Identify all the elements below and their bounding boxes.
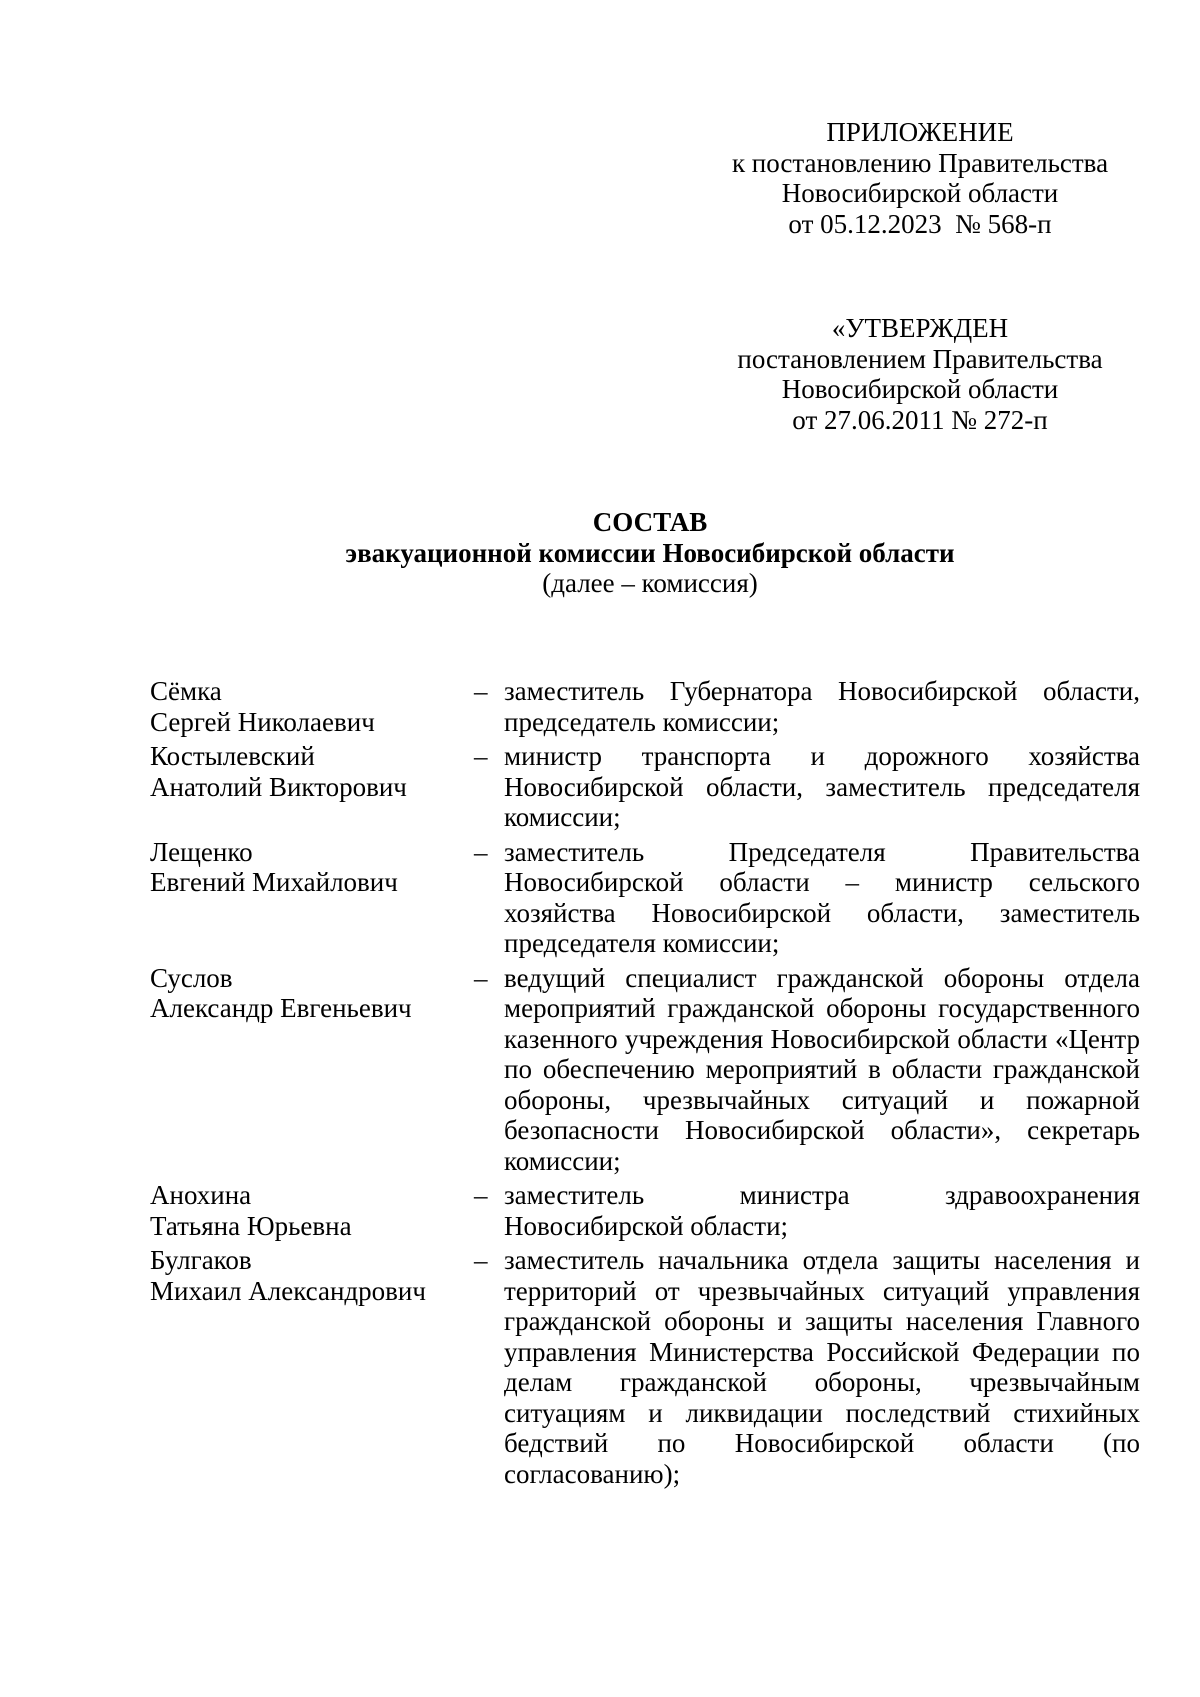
member-surname: Булгаков <box>150 1245 252 1275</box>
approved-line-3: от 27.06.2011 № 272-п <box>792 404 1048 435</box>
approved-title: «УТВЕРЖДЕН <box>831 313 1009 343</box>
member-position: заместитель Губернатора Новосибирской области, председатель комиссии; <box>504 676 1140 737</box>
member-position: ведущий специалист гражданской обороны отдела мероприятий гражданской обороны государственного казенного учреждения Новосибирской области «Центр по обеспечению мероприятий в области гражданской обороны, чрезвычайных ситуаций и пожарной безопасности Новосибирской области», секретарь комиссии; <box>504 962 1140 1176</box>
appendix-line-1: к постановлению Правительства <box>731 147 1109 178</box>
appendix-title: ПРИЛОЖЕНИЕ <box>826 117 1014 147</box>
member-surname: Сёмка <box>150 676 222 706</box>
member-given-name: Татьяна Юрьевна <box>150 1210 352 1241</box>
member-surname: Костылевский <box>150 741 315 771</box>
member-name <box>150 676 474 737</box>
member-dash: – <box>474 836 488 867</box>
member-dash: – <box>474 741 488 771</box>
member-position: министр транспорта и дорожного хозяйства Новосибирской области, заместитель председателя комиссии; <box>504 741 1140 832</box>
appendix-line-2: Новосибирской области <box>781 178 1059 208</box>
member-name <box>150 963 474 1177</box>
document-note: (далее – комиссия) <box>542 568 758 598</box>
member-dash: – <box>474 1180 488 1210</box>
member-name <box>150 1245 474 1489</box>
member-given-name: Сергей Николаевич <box>150 706 375 737</box>
approved-line-1: постановлением Правительства <box>737 343 1103 374</box>
member-row <box>150 963 1150 1177</box>
member-position: заместитель Председателя Правительства Новосибирской области – министр сельского хозяйства Новосибирской области, заместитель председателя комиссии; <box>504 836 1140 958</box>
member-row <box>150 1245 1150 1489</box>
member-given-name: Михаил Александрович <box>150 1275 426 1306</box>
member-row <box>150 676 1150 737</box>
member-given-name: Евгений Михайлович <box>150 867 398 897</box>
appendix-line-3: от 05.12.2023 № 568-п <box>788 208 1052 239</box>
member-dash: – <box>474 962 488 993</box>
member-given-name: Анатолий Викторович <box>150 771 407 802</box>
member-dash: – <box>474 676 488 706</box>
approved-block <box>680 313 1160 435</box>
member-surname: Суслов <box>150 962 233 993</box>
member-row <box>150 1180 1150 1241</box>
member-surname: Анохина <box>150 1180 252 1210</box>
member-name <box>150 1180 474 1241</box>
member-dash: – <box>474 1245 488 1275</box>
approved-line-2: Новосибирской области <box>781 374 1059 404</box>
member-row <box>150 741 1150 833</box>
appendix-block <box>680 117 1160 239</box>
member-row <box>150 837 1150 959</box>
member-position: заместитель министра здравоохранения Новосибирской области; <box>504 1180 1140 1241</box>
member-name <box>150 837 474 959</box>
member-surname: Лещенко <box>150 836 253 867</box>
document-heading <box>150 507 1150 599</box>
document-subtitle: эвакуационной комиссии Новосибирской области <box>345 537 955 568</box>
member-position: заместитель начальника отдела защиты населения и территорий от чрезвычайных ситуаций управления гражданской обороны и защиты населения Главного управления Министерства Российской Федерации по делам гражданской обороны, чрезвычайным ситуациям и ликвидации последствий стихийных бедствий по Новосибирской области (по согласованию); <box>504 1245 1140 1489</box>
members-list <box>150 676 1150 1493</box>
member-name <box>150 741 474 833</box>
member-given-name: Александр Евгеньевич <box>150 993 412 1023</box>
document-title: СОСТАВ <box>592 507 708 537</box>
